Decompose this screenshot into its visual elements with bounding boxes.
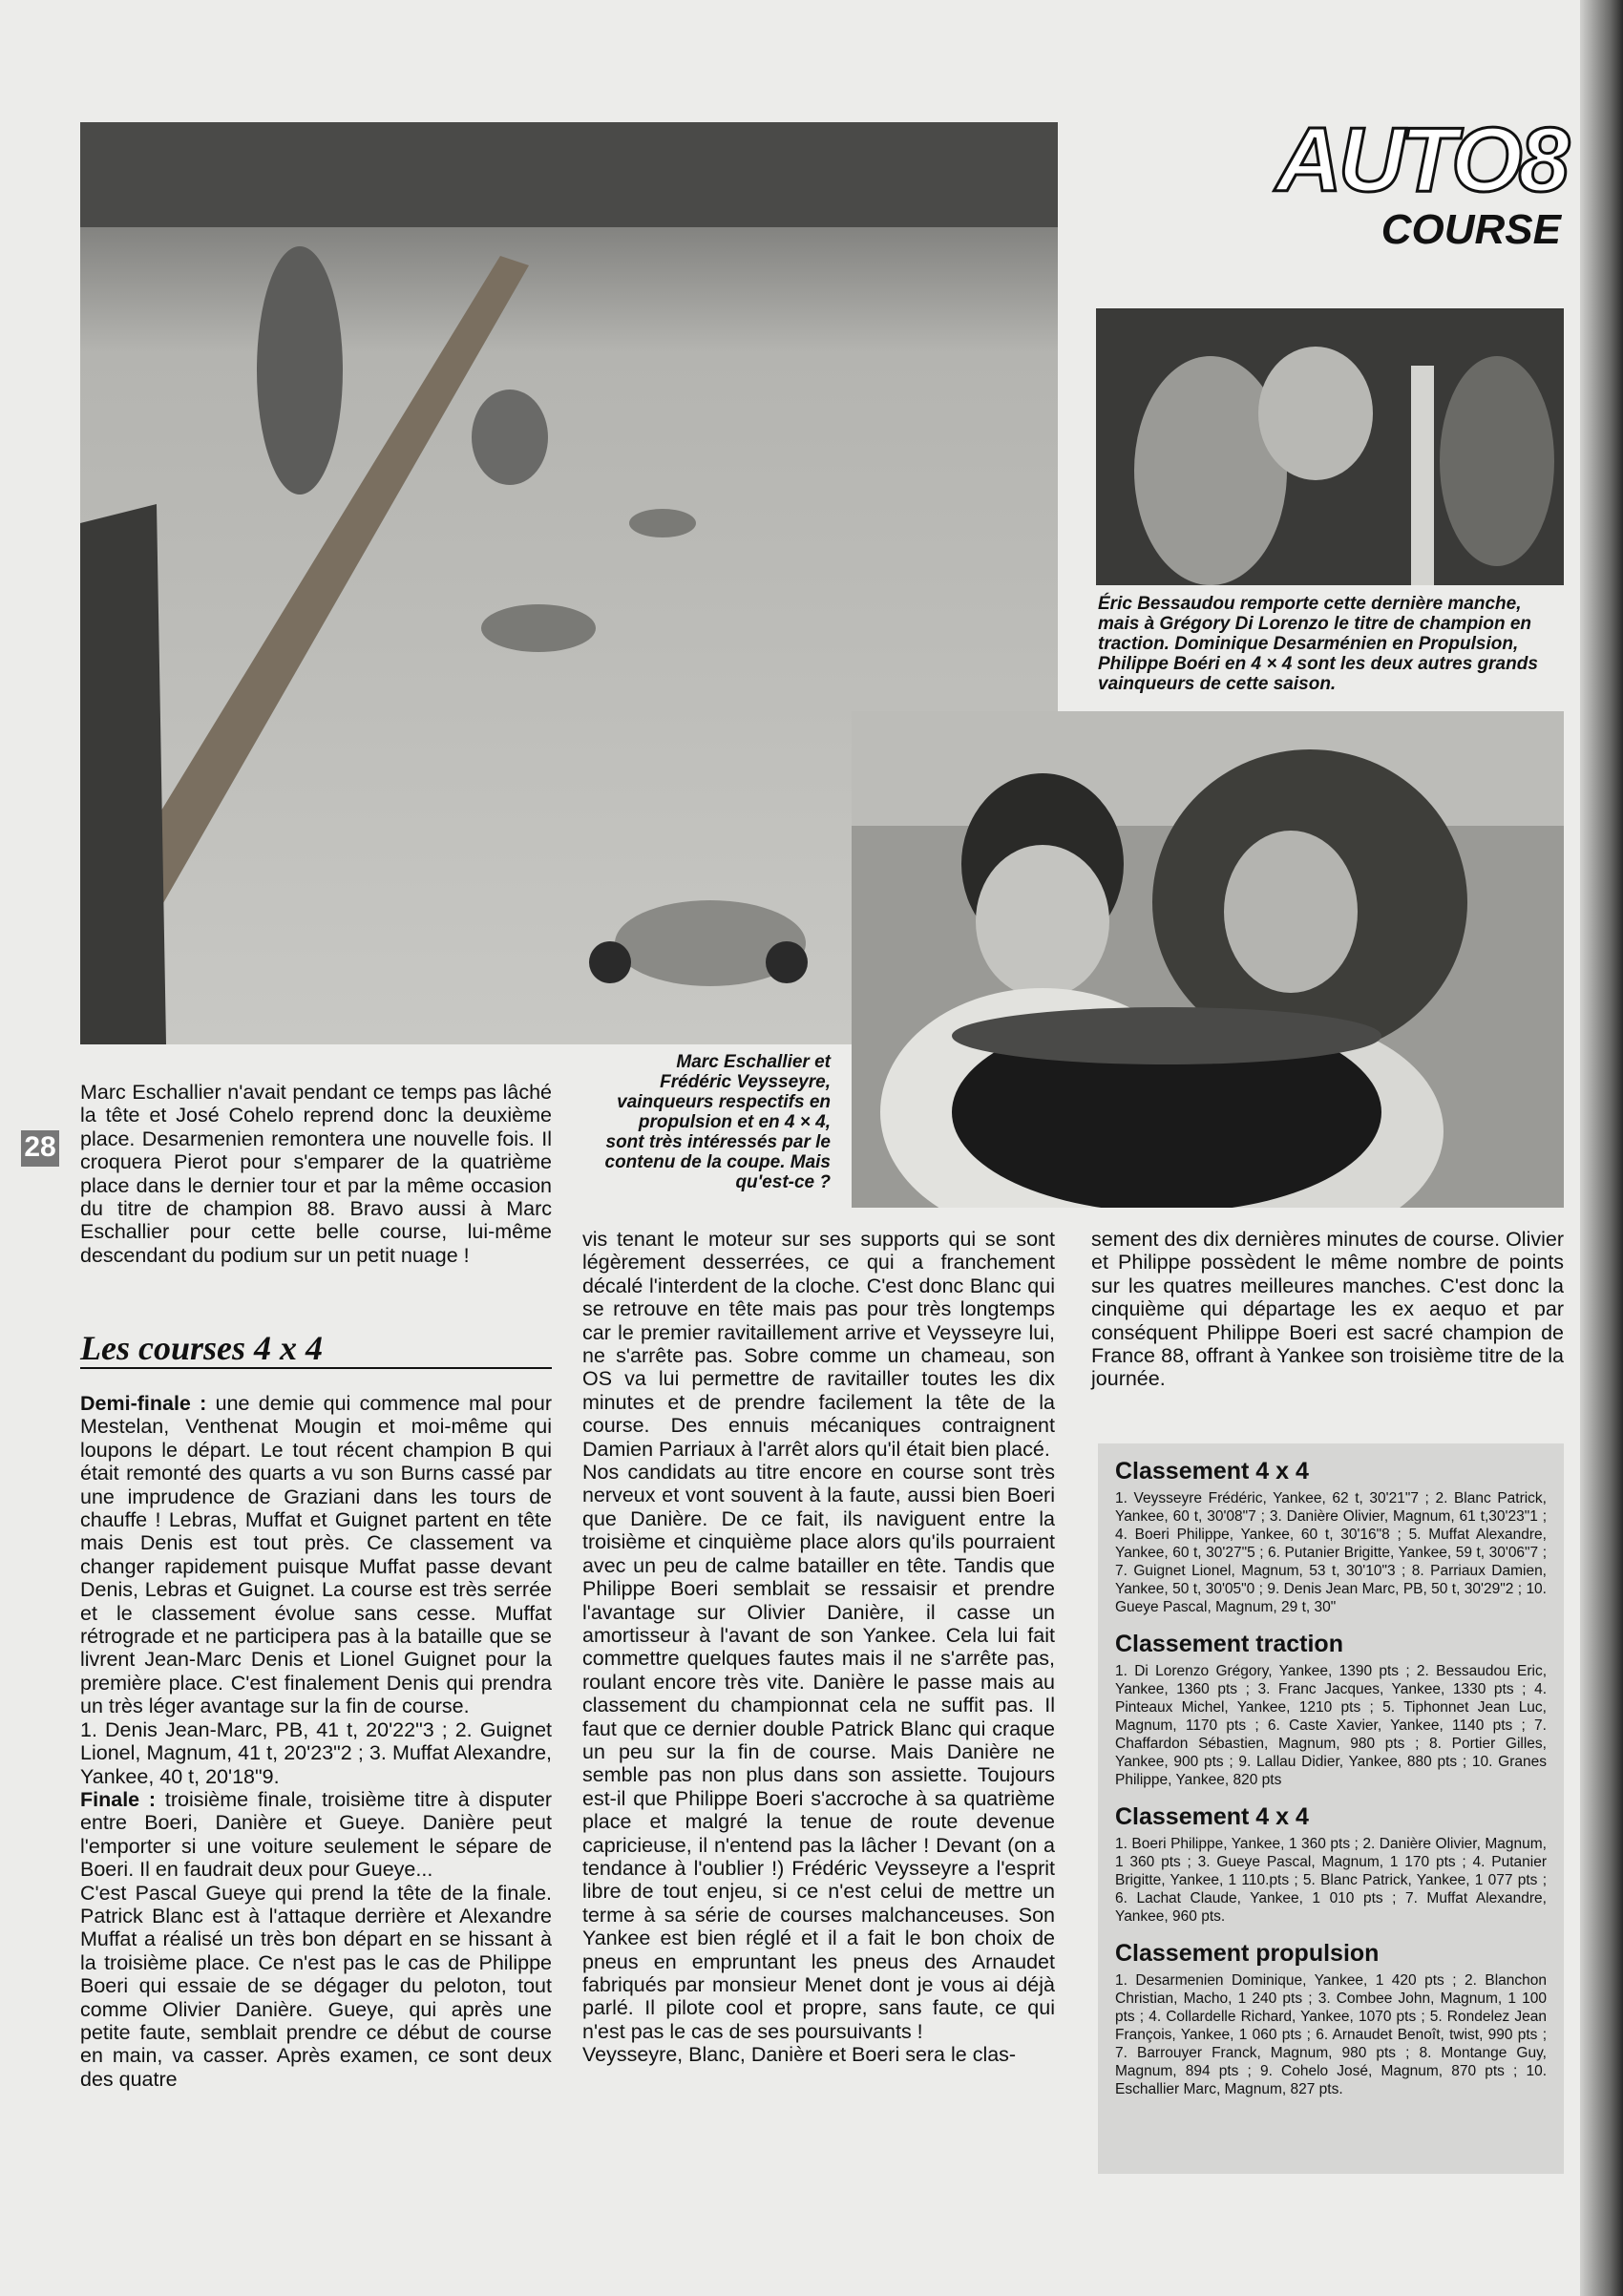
section-heading: Les courses 4 x 4 <box>80 1329 552 1369</box>
classement-title: Classement traction <box>1115 1631 1343 1657</box>
article-column-3: sement des dix dernières minutes de course. Olivier et Philippe possèdent le même nombre de points sur les quatres meilleures manches. C'est donc la cinquième qui départage les ex aequo et par conséquent Philippe Boeri est sacré champion de France 88, offrant à Yankee son troisième titre de la journée. <box>1091 1228 1564 1391</box>
classement-results: 1. Veysseyre Frédéric, Yankee, 62 t, 30'21"7 ; 2. Blanc Patrick, Yankee, 60 t, 30'08"7 ; 3. Danière Olivier, Magnum, 61 t,30'23"1 ; 4. Boeri Philippe, Yankee, 60 t, 30'16"8 ; 5. Muffat Alexandre, Yankee, 60 t, 30'27"5 ; 6. Putanier Brigitte, Yankee, 59 t, 30'06"7 ; 7. Guignet Lionel, Magnum, 53 t, 30'10"3 ; 8. Parriaux Damien, Yankee, 50 t, 30'05"0 ; 9. Denis Jean Marc, PB, 50 t, 30'29"2 ; 10. Gueye Pascal, Magnum, 29 t, 30" <box>1115 1490 1547 1615</box>
page-number: 28 <box>21 1130 59 1167</box>
col2-paragraph-1: vis tenant le moteur sur ses supports qui se sont légèrement desserrées, ce qui a franchement décalé l'interdent de la cloche. C'est donc Blanc qui se retrouve en tête mais pas pour très longtemps car le premier ravitaillement arrive et Veysseyre lui, ne s'arrête pas. Sobre comme un chameau, son OS va lui permettre de ravitailler toutes les dix minutes et de prendre facilement la tête de la course. Des ennuis mécaniques contraignent Damien Parriaux à l'arrêt alors qu'il était bien placé. <box>582 1228 1055 1461</box>
trophy-winner-photo <box>1096 308 1564 585</box>
semi-final-label: Demi-finale : <box>80 1392 207 1415</box>
classement-title: Classement 4 x 4 <box>1115 1458 1309 1485</box>
winners-cup-photo <box>852 711 1564 1208</box>
classement-title: Classement 4 x 4 <box>1115 1803 1309 1830</box>
logo-section: COURSE <box>1381 206 1561 253</box>
race-paragraph: C'est Pascal Gueye qui prend la tête de la finale. Patrick Blanc est à l'attaque derrière et Alexandre Muffat a réalisé un très bon départ en se hissant à la troisième place. Ce n'est pas le cas de Philippe Boeri qui essaie de se dégager du peloton, tout comme Olivier Danière. Gueye, qui après une petite faute, semblait prendre ce début de course en main, va casser. Après examen, ce sont deux des quatre <box>80 1881 552 2091</box>
page-binding-shadow <box>1580 0 1623 2296</box>
classement-results: 1. Desarmenien Dominique, Yankee, 1 420 pts ; 2. Blanchon Christian, Macho, 1 240 pts ; 3. Combee John, Magnum, 1 100 pts ; 4. Collardelle Richard, Yankee, 1070 pts ; 5. Rondelez Jean François, Yankee, 1 060 pts ; 6. Arnaudet Benoît, twist, 990 pts ; 7. Barrouyer Franck, Magnum, 980 pts ; 8. Montange Guy, Magnum, 894 pts ; 9. Cohelo José, Magnum, 870 pts ; 10. Eschallier Marc, Magnum, 827 pts. <box>1115 1972 1547 2097</box>
article-intro: Marc Eschallier n'avait pendant ce temps pas lâché la tête et José Cohelo reprend donc la deuxième place. Desarmenien remontera une nouvelle fois. Il croquera Pierot pour s'emparer de la quatrième place dans le dernier tour et par la même occasion du titre de champion 88. Bravo aussi à Marc Eschallier pour cette belle course, lui-même descendant du podium sur un petit nuage ! <box>80 1081 552 1267</box>
classement-championnat-4x4-block <box>1115 1802 1547 1926</box>
logo-brand: AUTO8 <box>1275 109 1566 211</box>
semi-final-results: 1. Denis Jean-Marc, PB, 41 t, 20'22"3 ; 2. Guignet Lionel, Magnum, 41 t, 20'23"2 ; 3. Muffat Alexandre, Yankee, 40 t, 20'18"9. <box>80 1717 552 1788</box>
article-column-1 <box>80 1392 552 2091</box>
col2-paragraph-2: Nos candidats au titre encore en course sont très nerveux et vont souvent à la faute, aussi bien Boeri que Danière. De ce fait, ils naviguent entre la troisième et cinquième place alors qu'ils pourraient avec un peu de calme batailler en tête. Tandis que Philippe Boeri semblait se ressaisir et prendre l'avantage sur Olivier Danière, il casse un amortisseur à l'avant de son Yankee. Cela lui fait commettre quelques fautes mais il ne s'arrête pas, roulant encore très vite. Danière le passe mais au classement du championnat cela ne suffit pas. Il faut que ce dernier double Patrick Blanc qui craque un peu sur la fin de course. Mais Danière ne semble pas non plus dans son assiette. Toujours est-il que Philippe Boeri s'accroche à sa quatrième place et malgré la tenue de route devenue capricieuse, il n'entend pas la lâcher ! Devant (on a tendance à l'oublier !) Frédéric Veysseyre a l'esprit libre de tout enjeu, si ce n'est celui de mettre un terme à sa série de courses malchanceuses. Son Yankee est bien réglé et il a fait le bon choix de pneus en empruntant les pneus des Arnaudet fabriqués par monsieur Menet dont je vous ai déjà parlé. Il pilote cool et propre, sans faute, ce qui n'est pas le cas de ses poursuivants ! <box>582 1461 1055 2043</box>
semi-final-paragraph <box>80 1392 552 1718</box>
semi-final-text: une demie qui commence mal pour Mestelan, Venthenat Mougin et moi-même qui loupons le départ. Le tout récent champion B qui était remonté des quarts a vu son Burns cassé par une imprudence de Graziani dans les tours de chauffe ! Lebras, Muffat et Guignet partent en tête mais Denis est tout près. Ce classement va changer rapidement puisque Muffat passe devant Denis, Lebras et Guignet. La course est très serrée et le classement évolue sans cesse. Muffat rétrograde et ne participera pas à la bataille que se livrent Jean-Marc Denis et Lionel Guignet pour la première place. C'est finalement Denis qui prendra un très léger avantage sur la fin de course. <box>80 1392 552 1718</box>
final-label: Finale : <box>80 1787 157 1811</box>
final-text: troisième finale, troisième titre à disputer entre Boeri, Danière et Gueye. Danière peut l'emporter si une voiture seulement le sépare de Boeri. Il en faudrait deux pour Gueye... <box>80 1787 552 1882</box>
classement-results: 1. Di Lorenzo Grégory, Yankee, 1390 pts ; 2. Bessaudou Eric, Yankee, 1360 pts ; 3. Franc Jacques, Yankee, 1330 pts ; 4. Pinteaux Michel, Yankee, 1210 pts ; 5. Tiphonnet Jean Luc, Magnum, 1170 pts ; 6. Caste Xavier, Yankee, 1140 pts ; 7. Chaffardon Sébastien, Magnum, 980 pts ; 8. Portier Gilles, Yankee, 900 pts ; 9. Lallau Didier, Yankee, 880 pts ; 10. Granes Philippe, Yankee, 820 pts <box>1115 1663 1547 1788</box>
magazine-logo <box>1227 109 1566 253</box>
results-box <box>1098 1443 1564 2174</box>
classement-propulsion-block <box>1115 1939 1547 2098</box>
final-paragraph <box>80 1788 552 1882</box>
article-column-2 <box>582 1228 1055 2067</box>
classement-4x4-block <box>1115 1457 1547 1616</box>
classement-traction-block <box>1115 1630 1547 1789</box>
caption-trophy-photo: Éric Bessaudou remporte cette dernière manche, mais à Grégory Di Lorenzo le titre de champion en traction. Dominique Desarménien en Propulsion, Philippe Boéri en 4 × 4 sont les deux autres grands vainqueurs de cette saison. <box>1098 594 1538 694</box>
caption-cup-photo: Marc Eschallier et Frédéric Veysseyre, vainqueurs respectifs en propulsion et en 4 × 4, sont très intéressés par le contenu de la coupe. Mais qu'est-ce ? <box>604 1052 831 1192</box>
classement-title: Classement propulsion <box>1115 1940 1380 1967</box>
classement-results: 1. Boeri Philippe, Yankee, 1 360 pts ; 2. Danière Olivier, Magnum, 1 360 pts ; 3. Gueye Pascal, Magnum, 1 170 pts ; 4. Putanier Brigitte, Yankee, 1 110.pts ; 5. Blanc Patrick, Yankee, 1 077 pts ; 6. Lachat Claude, Yankee, 1 010 pts ; 7. Muffat Alexandre, Yankee, 960 pts. <box>1115 1836 1547 1925</box>
col2-paragraph-3: Veysseyre, Blanc, Danière et Boeri sera le clas- <box>582 2043 1017 2067</box>
